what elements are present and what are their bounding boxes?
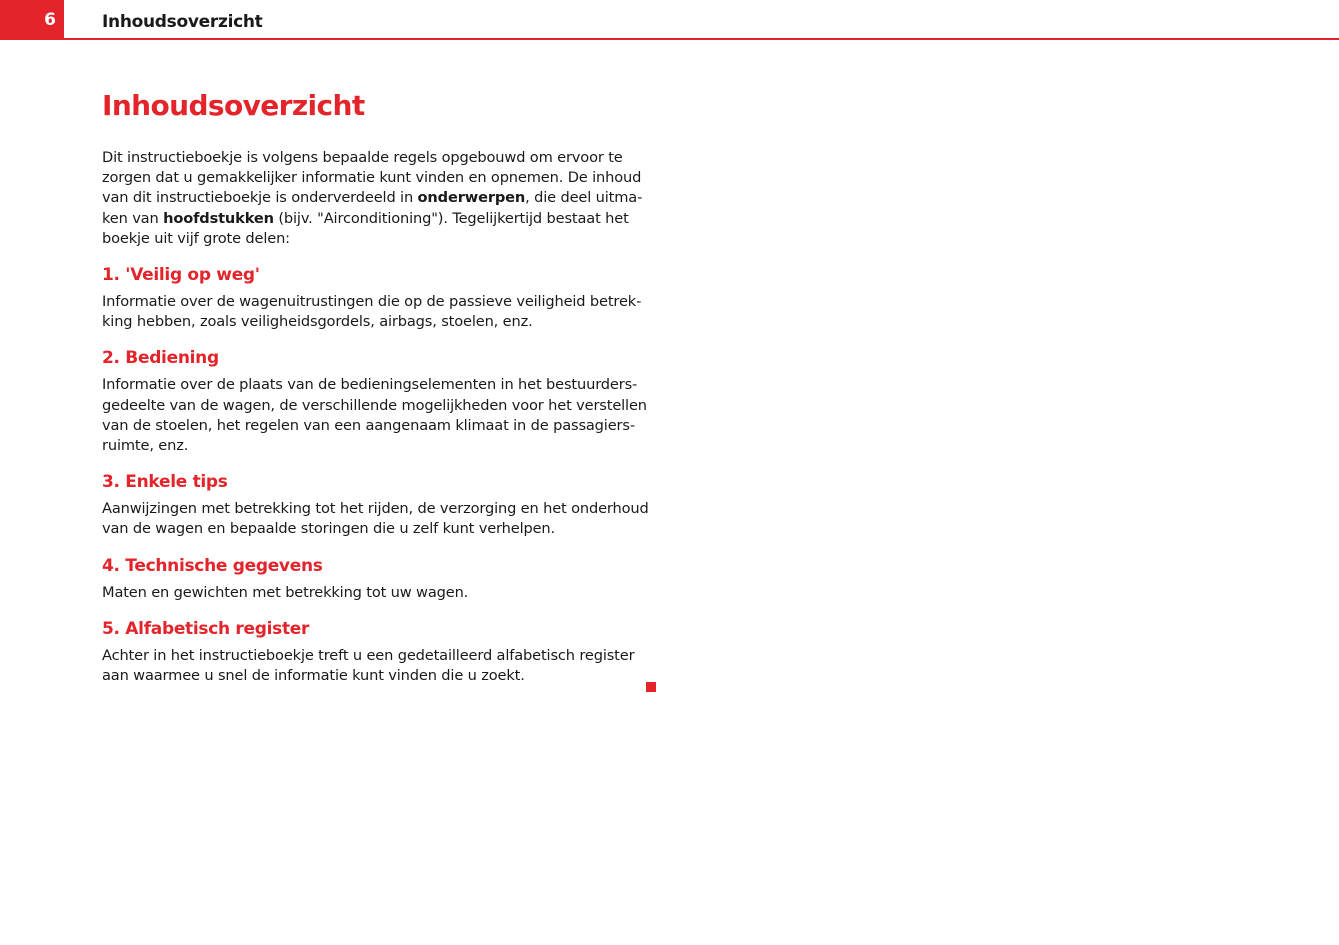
section-body [102,292,647,332]
intro-line [102,148,647,168]
text-run: ken van [102,209,164,227]
section-enkele-tips [102,470,647,539]
main-content [102,86,647,686]
body-line: Informatie over de wagenuitrustingen die op de passieve veiligheid betrek- [102,293,642,311]
section-heading: 3. Enkele tips [102,472,228,493]
running-title: Inhoudsoverzicht [102,12,263,32]
intro-line [102,209,647,229]
end-of-section-icon [646,682,656,692]
body-line: Achter in het instructieboekje treft u een gedetailleerd alfabetisch register [102,646,635,664]
section-heading: 5. Alfabetisch register [102,618,310,639]
text-run: boekje uit vijf grote delen: [102,229,290,247]
section-technische-gegevens [102,554,647,603]
body-line: Aanwijzingen met betrekking tot het rijden, de verzorging en het onderhoud [102,500,649,518]
body-line: van de stoelen, het regelen van een aangenaam klimaat in de passagiers- [102,416,635,434]
section-heading: 4. Technische gegevens [102,555,323,576]
section-body [102,499,647,539]
text-run: van dit instructieboekje is onderverdeeld in [102,189,418,207]
page-title: Inhoudsoverzicht [102,89,365,122]
text-run: zorgen dat u gemakkelijker informatie kunt vinden en opnemen. De inhoud [102,169,642,187]
intro-paragraph [102,148,647,249]
section-body [102,646,647,686]
text-run: Dit instructieboekje is volgens bepaalde regels opgebouwd om ervoor te [102,149,623,166]
emphasis-hoofdstukken: hoofdstukken [163,209,274,227]
section-body [102,583,647,603]
text-run: , die deel uitma- [525,189,643,207]
intro-line [102,229,647,249]
body-line: Maten en gewichten met betrekking tot uw wagen. [102,583,469,601]
body-line: Informatie over de plaats van de bedieningselementen in het bestuurders- [102,376,638,394]
section-heading: 1. 'Veilig op weg' [102,265,260,286]
section-heading: 2. Bediening [102,348,219,369]
section-body [102,375,647,456]
intro-line [102,168,647,188]
intro-line [102,188,647,208]
body-line: van de wagen en bepaalde storingen die u zelf kunt verhelpen. [102,520,556,538]
section-alfabetisch-register [102,617,647,686]
emphasis-onderwerpen: onderwerpen [417,189,526,207]
body-line: king hebben, zoals veiligheidsgordels, airbags, stoelen, enz. [102,313,533,331]
text-run: (bijv. "Airconditioning"). Tegelijkertijd bestaat het [273,209,629,227]
section-veilig-op-weg [102,263,647,332]
body-line: gedeelte van de wagen, de verschillende mogelijkheden voor het verstellen [102,396,647,414]
body-line: aan waarmee u snel de informatie kunt vinden die u zoekt. [102,667,525,685]
page-header [0,0,1339,41]
header-rule [64,38,1339,40]
body-line: ruimte, enz. [102,437,189,455]
page-number: 6 [0,0,64,40]
section-bediening [102,346,647,456]
